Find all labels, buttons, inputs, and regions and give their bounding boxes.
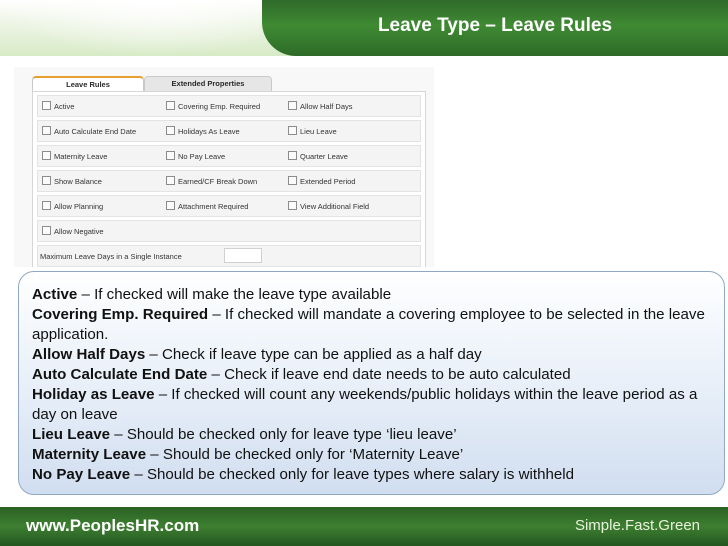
- form-row: [37, 170, 421, 192]
- description-text: – Check if leave end date needs to be auto calculated: [207, 366, 571, 383]
- leave-rules-form: [32, 91, 426, 267]
- description-term: Auto Calculate End Date: [32, 366, 208, 383]
- checkbox-label: No Pay Leave: [178, 152, 226, 161]
- description-term: Active: [32, 286, 78, 303]
- checkbox-show-balance[interactable]: [42, 176, 102, 186]
- checkbox-active[interactable]: [42, 101, 74, 111]
- description-text: – Should be checked only for leave type ‘lieu leave’: [110, 426, 457, 443]
- checkbox-auto-calculate-end-date[interactable]: [42, 126, 136, 136]
- checkbox-label: Quarter Leave: [300, 152, 348, 161]
- checkbox-view-additional-field[interactable]: [288, 201, 369, 211]
- description-text: – Should be checked only for ‘Maternity Leave’: [146, 446, 464, 463]
- checkbox-extended-period[interactable]: [288, 176, 355, 186]
- checkbox-label: Allow Negative: [54, 227, 104, 236]
- checkbox-box[interactable]: [42, 226, 51, 235]
- checkbox-box[interactable]: [166, 126, 175, 135]
- checkbox-attachment-required[interactable]: [166, 201, 248, 211]
- checkbox-label: Holidays As Leave: [178, 127, 240, 136]
- max-days-label: Maximum Leave Days in a Single Instance: [40, 252, 182, 261]
- checkbox-label: Earned/CF Break Down: [178, 177, 258, 186]
- form-row: [37, 95, 421, 117]
- checkbox-box[interactable]: [166, 151, 175, 160]
- description-term: Covering Emp. Required: [32, 306, 209, 323]
- checkbox-label: Maternity Leave: [54, 152, 108, 161]
- checkbox-box[interactable]: [42, 126, 51, 135]
- tab-extended-properties[interactable]: Extended Properties: [144, 76, 272, 91]
- description-text: – If checked will make the leave type available: [77, 286, 392, 303]
- checkbox-label: Extended Period: [300, 177, 356, 186]
- checkbox-box[interactable]: [42, 151, 51, 160]
- description-text: – If checked will mandate a covering employee to be selected in the leave application.: [32, 306, 705, 343]
- description-term: Lieu Leave: [32, 426, 111, 443]
- header-highlight: [0, 0, 260, 56]
- description-text: – Should be checked only for leave types where salary is withheld: [130, 466, 575, 483]
- description-item: [32, 365, 710, 385]
- checkbox-earned-cf-break-down[interactable]: [166, 176, 257, 186]
- checkbox-holidays-as-leave[interactable]: [166, 126, 240, 136]
- checkbox-label: Allow Planning: [54, 202, 104, 211]
- checkbox-box[interactable]: [288, 201, 297, 210]
- checkbox-lieu-leave[interactable]: [288, 126, 337, 136]
- checkbox-box[interactable]: [288, 101, 297, 110]
- description-item: [32, 345, 710, 365]
- checkbox-box[interactable]: [288, 176, 297, 185]
- form-row: [37, 120, 421, 142]
- form-row: [37, 145, 421, 167]
- description-term: No Pay Leave: [32, 466, 131, 483]
- checkbox-no-pay-leave[interactable]: [166, 151, 225, 161]
- description-item: [32, 305, 710, 345]
- leave-type-form-panel: [14, 67, 434, 267]
- footer-website-link[interactable]: www.PeoplesHR.com: [26, 516, 200, 535]
- footer-tagline: Simple.Fast.Green: [574, 517, 700, 534]
- description-term: Allow Half Days: [32, 346, 146, 363]
- checkbox-allow-planning[interactable]: [42, 201, 103, 211]
- checkbox-box[interactable]: [166, 201, 175, 210]
- checkbox-allow-negative[interactable]: [42, 226, 104, 236]
- checkbox-label: View Additional Field: [300, 202, 370, 211]
- leave-rules-description-box: [18, 271, 725, 495]
- slide-title: Leave Type – Leave Rules: [377, 15, 613, 36]
- max-days-input[interactable]: [224, 248, 262, 263]
- checkbox-label: Active: [54, 102, 75, 111]
- checkbox-box[interactable]: [166, 176, 175, 185]
- tab-leave-rules[interactable]: Leave Rules: [32, 76, 144, 92]
- slide-footer: [0, 507, 728, 546]
- checkbox-label: Covering Emp. Required: [178, 102, 261, 111]
- checkbox-maternity-leave[interactable]: [42, 151, 107, 161]
- checkbox-box[interactable]: [42, 176, 51, 185]
- description-term: Maternity Leave: [32, 446, 147, 463]
- checkbox-box[interactable]: [166, 101, 175, 110]
- checkbox-label: Allow Half Days: [300, 102, 353, 111]
- description-item: [32, 385, 710, 425]
- checkbox-box[interactable]: [42, 101, 51, 110]
- checkbox-label: Show Balance: [54, 177, 102, 186]
- checkbox-box[interactable]: [288, 126, 297, 135]
- checkbox-box[interactable]: [288, 151, 297, 160]
- checkbox-label: Attachment Required: [178, 202, 249, 211]
- description-item: [32, 445, 710, 465]
- description-item: [32, 465, 710, 485]
- max-days-row: [37, 245, 421, 267]
- checkbox-box[interactable]: [42, 201, 51, 210]
- description-term: Holiday as Leave: [32, 386, 155, 403]
- form-row: [37, 195, 421, 217]
- slide-header: [0, 0, 728, 56]
- checkbox-allow-half-days[interactable]: [288, 101, 353, 111]
- description-list: [32, 285, 710, 485]
- description-item: [32, 285, 710, 305]
- checkbox-quarter-leave[interactable]: [288, 151, 348, 161]
- checkbox-label: Auto Calculate End Date: [54, 127, 137, 136]
- checkbox-covering-emp-required[interactable]: [166, 101, 260, 111]
- description-text: – If checked will count any weekends/public holidays within the leave period as a day on leave: [32, 386, 698, 423]
- form-row: [37, 220, 421, 242]
- description-item: [32, 425, 710, 445]
- checkbox-label: Lieu Leave: [300, 127, 337, 136]
- description-text: – Check if leave type can be applied as a half day: [145, 346, 482, 363]
